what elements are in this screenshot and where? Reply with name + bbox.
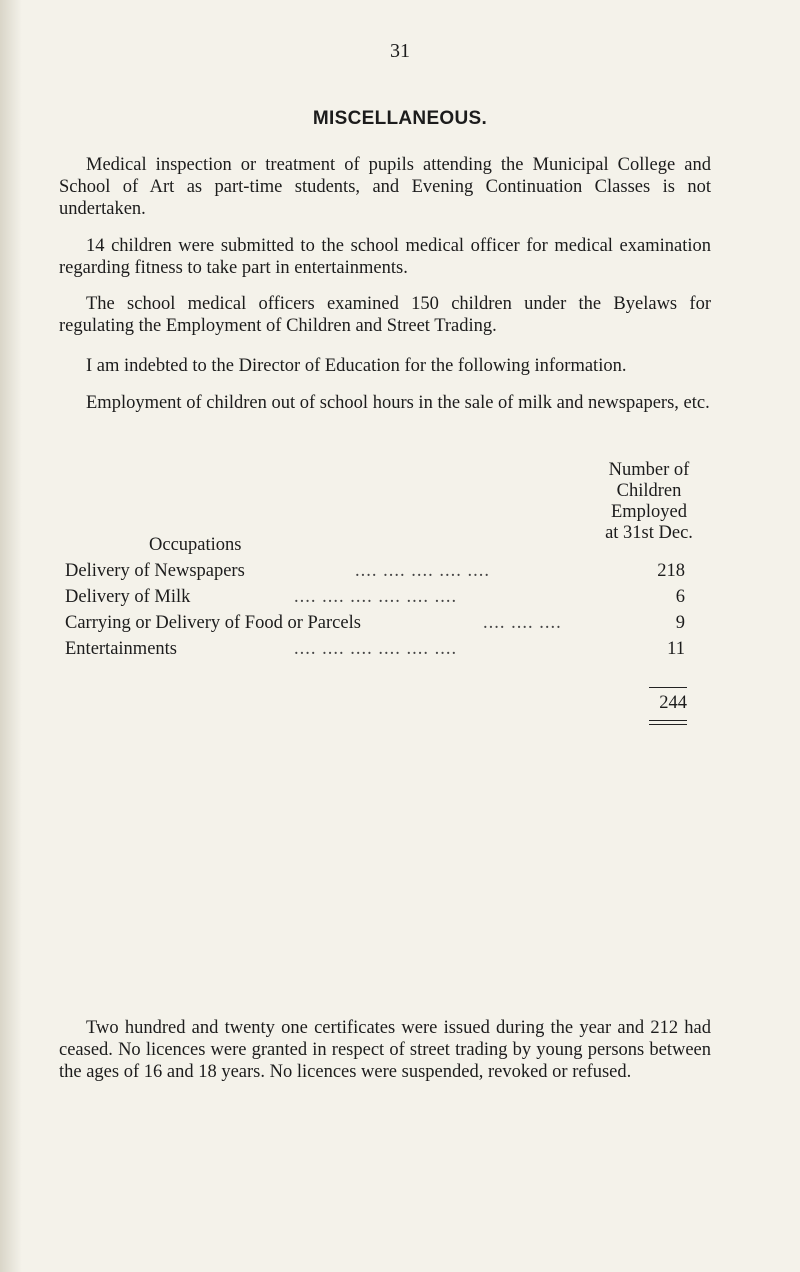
page-number: 31 — [390, 40, 410, 62]
column-header-count-line: Employed — [610, 502, 688, 522]
paragraph-acknowledgement: I am indebted to the Director of Education for the following information. — [86, 356, 627, 376]
leader-dots: .... .... .... — [483, 613, 562, 633]
page-edge-shadow — [0, 0, 22, 1272]
paragraph-certificates: Two hundred and twenty one certificates were issued during the year and 212 had ceased. No licences were granted in respect of street trading by young persons between the ages of 16 and 18 years. No licences were suspended, revoked or refused. — [59, 1018, 711, 1082]
paragraph-entertainments-exam: 14 children were submitted to the school medical officer for medical examination regarding fitness to take part in entertainments. — [59, 236, 711, 278]
row-value: 218 — [657, 561, 685, 581]
column-header-count-line: Number of — [608, 460, 690, 480]
column-header-count — [585, 460, 713, 544]
table-total: 244 — [659, 693, 687, 713]
row-value: 6 — [675, 587, 685, 607]
table-row — [65, 611, 715, 635]
total-rule — [649, 687, 687, 688]
row-label: Carrying or Delivery of Food or Parcels — [65, 613, 361, 633]
row-value: 11 — [667, 639, 685, 659]
paragraph-employment-intro: Employment of children out of school hours in the sale of milk and newspapers, etc. — [86, 393, 710, 413]
leader-dots: .... .... .... .... .... .... — [294, 587, 458, 607]
row-label: Delivery of Newspapers — [65, 561, 245, 581]
paragraph-byelaws-exam: The school medical officers examined 150 children under the Byelaws for regulating the Employment of Children and Street Trading. — [59, 294, 711, 336]
leader-dots: .... .... .... .... .... — [355, 561, 490, 581]
column-header-count-line: at 31st Dec. — [605, 523, 693, 543]
total-double-rule — [649, 720, 687, 725]
table-row — [65, 637, 715, 661]
table-row — [65, 585, 715, 609]
row-label: Entertainments — [65, 639, 177, 659]
table-row — [65, 559, 715, 583]
row-label: Delivery of Milk — [65, 587, 191, 607]
column-header-occupations: Occupations — [149, 535, 242, 555]
section-heading: MISCELLANEOUS. — [312, 108, 488, 129]
row-value: 9 — [675, 613, 685, 633]
leader-dots: .... .... .... .... .... .... — [294, 639, 458, 659]
paragraph-medical-inspection: Medical inspection or treatment of pupils attending the Municipal College and School of Art as part-time students, and Evening Continuation Classes is not undertaken. — [59, 155, 711, 219]
column-header-count-line: Children — [616, 481, 682, 501]
